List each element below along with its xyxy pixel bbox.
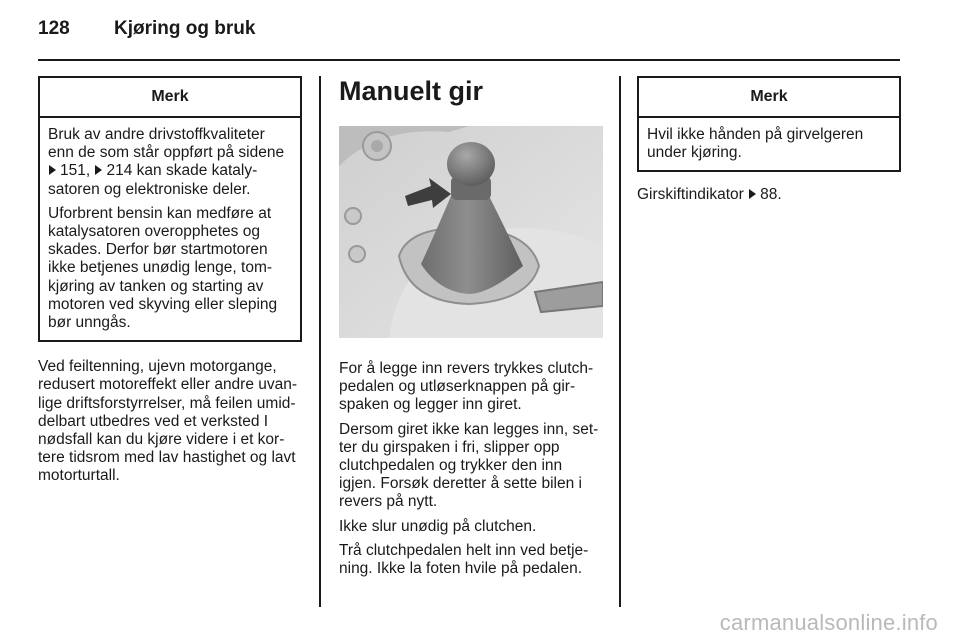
note-title: Merk: [639, 78, 899, 118]
body-text-middle: [339, 360, 603, 578]
page-link-151[interactable]: 151,: [60, 162, 91, 180]
note-paragraph: Hvil ikke hånden på girvelgeren under kjøring.: [647, 126, 864, 162]
watermark: carmanualsonline.info: [719, 610, 938, 635]
header-divider: [38, 59, 900, 61]
page-link-88[interactable]: 88.: [760, 186, 782, 204]
body-paragraph-misfire: Ved feiltenning, ujevn motorgange, redusert motoreffekt eller andre uvan-lige driftsforstyrrelser, må feilen umid-delbart utbedres ved et verksted I nødsfall kan du kjøre videre i et kor-tere tidsrom med lav hastighet og lavt motorturtall.: [38, 358, 298, 485]
note-body: [639, 118, 899, 170]
gear-lever-illustration: [339, 126, 603, 338]
body-paragraph-clutch-slip: Ikke slur unødig på clutchen.: [339, 517, 537, 535]
body-paragraph-reverse: For å legge inn revers trykkes clutch-pedalen og utløserknappen på gir-spaken og legger inn giret.: [339, 360, 594, 414]
xref-triangle-icon: [95, 165, 102, 175]
section-title: Manuelt gir: [339, 76, 484, 106]
note-paragraph-1: Bruk av andre drivstoffkvaliteter enn de som står oppført på sidene 151, 214 kan skade kataly-satoren og elektroniske deler.: [48, 126, 285, 198]
page-section-title: Kjøring og bruk: [114, 18, 256, 39]
body-paragraph-clutch-press: Trå clutchpedalen helt inn ved betje-ning. Ikke la foten hvile på pedalen.: [339, 541, 589, 578]
middle-column: [339, 76, 603, 584]
note-paragraph-2: Uforbrent bensin kan medføre at katalysatoren overopphetes og skades. Derfor bør startmotoren ikke betjenes unødig lenge, tom-kjøring av tanken og starting av motoren ved skyving eller sleping bør unngås.: [48, 204, 278, 332]
xref-triangle-icon: [49, 165, 56, 175]
note-body: [40, 118, 300, 340]
left-column: [38, 76, 302, 492]
note-box-fuel: [38, 76, 302, 342]
page-link-214[interactable]: 214 kan skade kataly-satoren og elektroniske deler.: [48, 162, 258, 198]
note-box-hand: [637, 76, 901, 172]
column-divider-2: [619, 76, 621, 607]
body-paragraph-shift-indicator: Girskiftindikator 88.: [637, 186, 782, 204]
xref-triangle-icon: [749, 189, 756, 199]
page-header: [38, 18, 255, 48]
body-text-right: [637, 186, 901, 204]
right-column: [637, 76, 901, 211]
column-divider-1: [319, 76, 321, 607]
page-number: 128: [38, 18, 70, 39]
body-text-left: [38, 358, 302, 485]
body-paragraph-neutral: Dersom giret ikke kan legges inn, set-ter du girspaken i fri, slipper opp clutchpedalen og trykker den inn igjen. Forsøk deretter å sette bilen i revers på nytt.: [339, 420, 599, 511]
note-title: Merk: [40, 78, 300, 118]
